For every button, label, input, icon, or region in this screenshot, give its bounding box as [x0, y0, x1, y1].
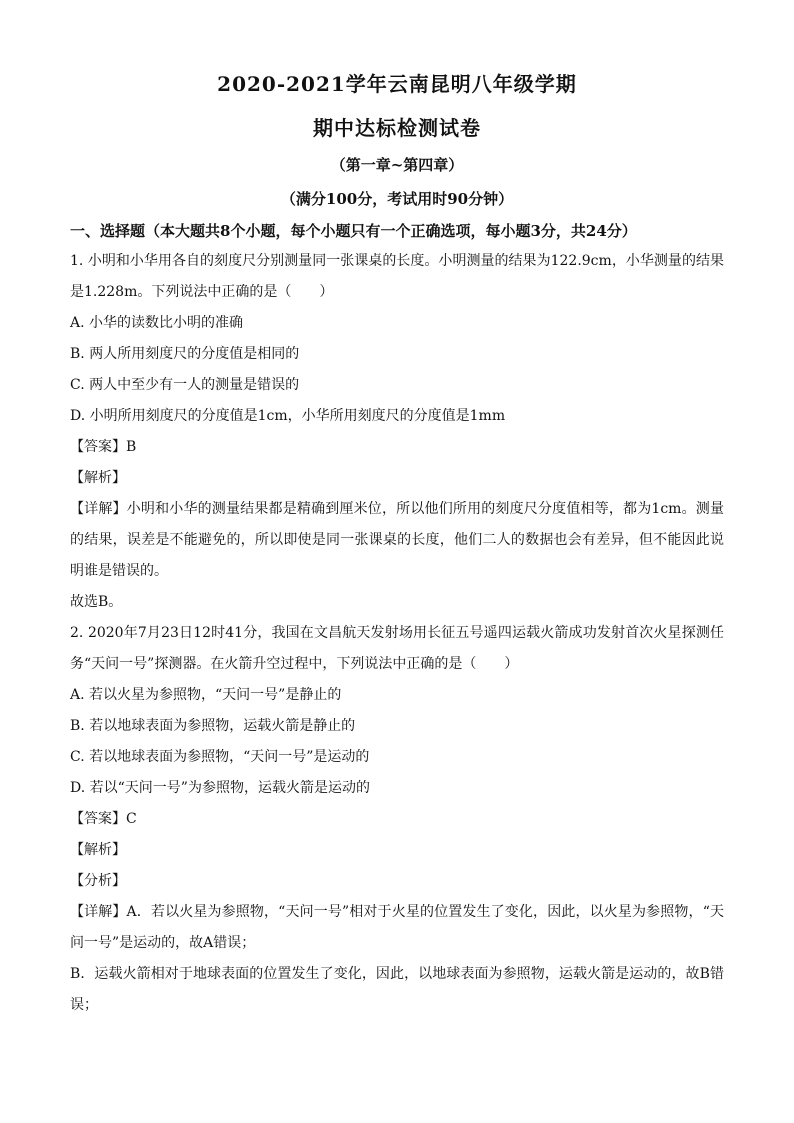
question-2-option-c: C. 若以地球表面为参照物，“天问一号”是运动的	[70, 749, 370, 765]
question-1-detail: 【详解】小明和小华的测量结果都是精确到厘米位，所以他们所用的刻度尺分度值相等，都为1cm。测量的结果，误差是不能避免的，所以即使是同一张课桌的长度，他们二人的数据也会有差异，但不能因此说明谁是错误的。	[70, 501, 724, 579]
question-1-option-b: B. 两人所用刻度尺的分度值是相同的	[70, 346, 300, 362]
chapter-range: （第一章~第四章）	[330, 156, 464, 174]
exam-title-line2: 期中达标检测试卷	[313, 116, 481, 140]
question-1-answer: 【答案】B	[70, 439, 137, 455]
question-2-detail-a: 【详解】A．若以火星为参照物，“天问一号”相对于火星的位置发生了变化，因此，以火星为参照物，“天问一号”是运动的，故A错误；	[70, 904, 724, 951]
question-2-option-d: D. 若以“天问一号”为参照物，运载火箭是运动的	[70, 780, 370, 796]
question-1-option-d: D. 小明所用刻度尺的分度值是1cm，小华所用刻度尺的分度值是1mm	[70, 408, 506, 424]
question-2-analysis-label: 【解析】	[70, 842, 126, 858]
question-2-stem: 2. 2020年7月23日12时41分，我国在文昌航天发射场用长征五号遥四运载火箭成功发射首次火星探测任务“天问一号”探测器。在火箭升空过程中，下列说法中正确的是（ ）	[70, 625, 724, 672]
question-1-stem: 1. 小明和小华用各自的刻度尺分别测量同一张课桌的长度。小明测量的结果为122.9cm，小华测量的结果是1.228m。下列说法中正确的是（ ）	[70, 253, 724, 300]
question-2-option-b: B. 若以地球表面为参照物，运载火箭是静止的	[70, 718, 356, 734]
section-heading-choice: 一、选择题（本大题共8个小题，每个小题只有一个正确选项，每小题3分，共24分）	[70, 222, 637, 240]
score-time-note: （满分100分，考试用时90分钟）	[280, 190, 514, 208]
question-2-answer: 【答案】C	[70, 811, 137, 827]
question-1-option-a: A. 小华的读数比小明的准确	[70, 315, 244, 331]
question-1-option-c: C. 两人中至少有一人的测量是错误的	[70, 377, 300, 393]
question-2	[70, 618, 724, 1021]
exam-title-line1: 2020-2021学年云南昆明八年级学期	[217, 72, 577, 96]
question-1-conclusion: 故选B。	[70, 594, 123, 610]
question-1-analysis-label: 【解析】	[70, 470, 126, 486]
question-2-option-a: A. 若以火星为参照物，“天问一号”是静止的	[70, 687, 342, 703]
question-2-fenxi-label: 【分析】	[70, 873, 126, 889]
question-2-detail-b: B．运载火箭相对于地球表面的位置发生了变化，因此，以地球表面为参照物，运载火箭是运动的，故B错误；	[70, 966, 724, 1013]
question-1	[70, 246, 724, 618]
